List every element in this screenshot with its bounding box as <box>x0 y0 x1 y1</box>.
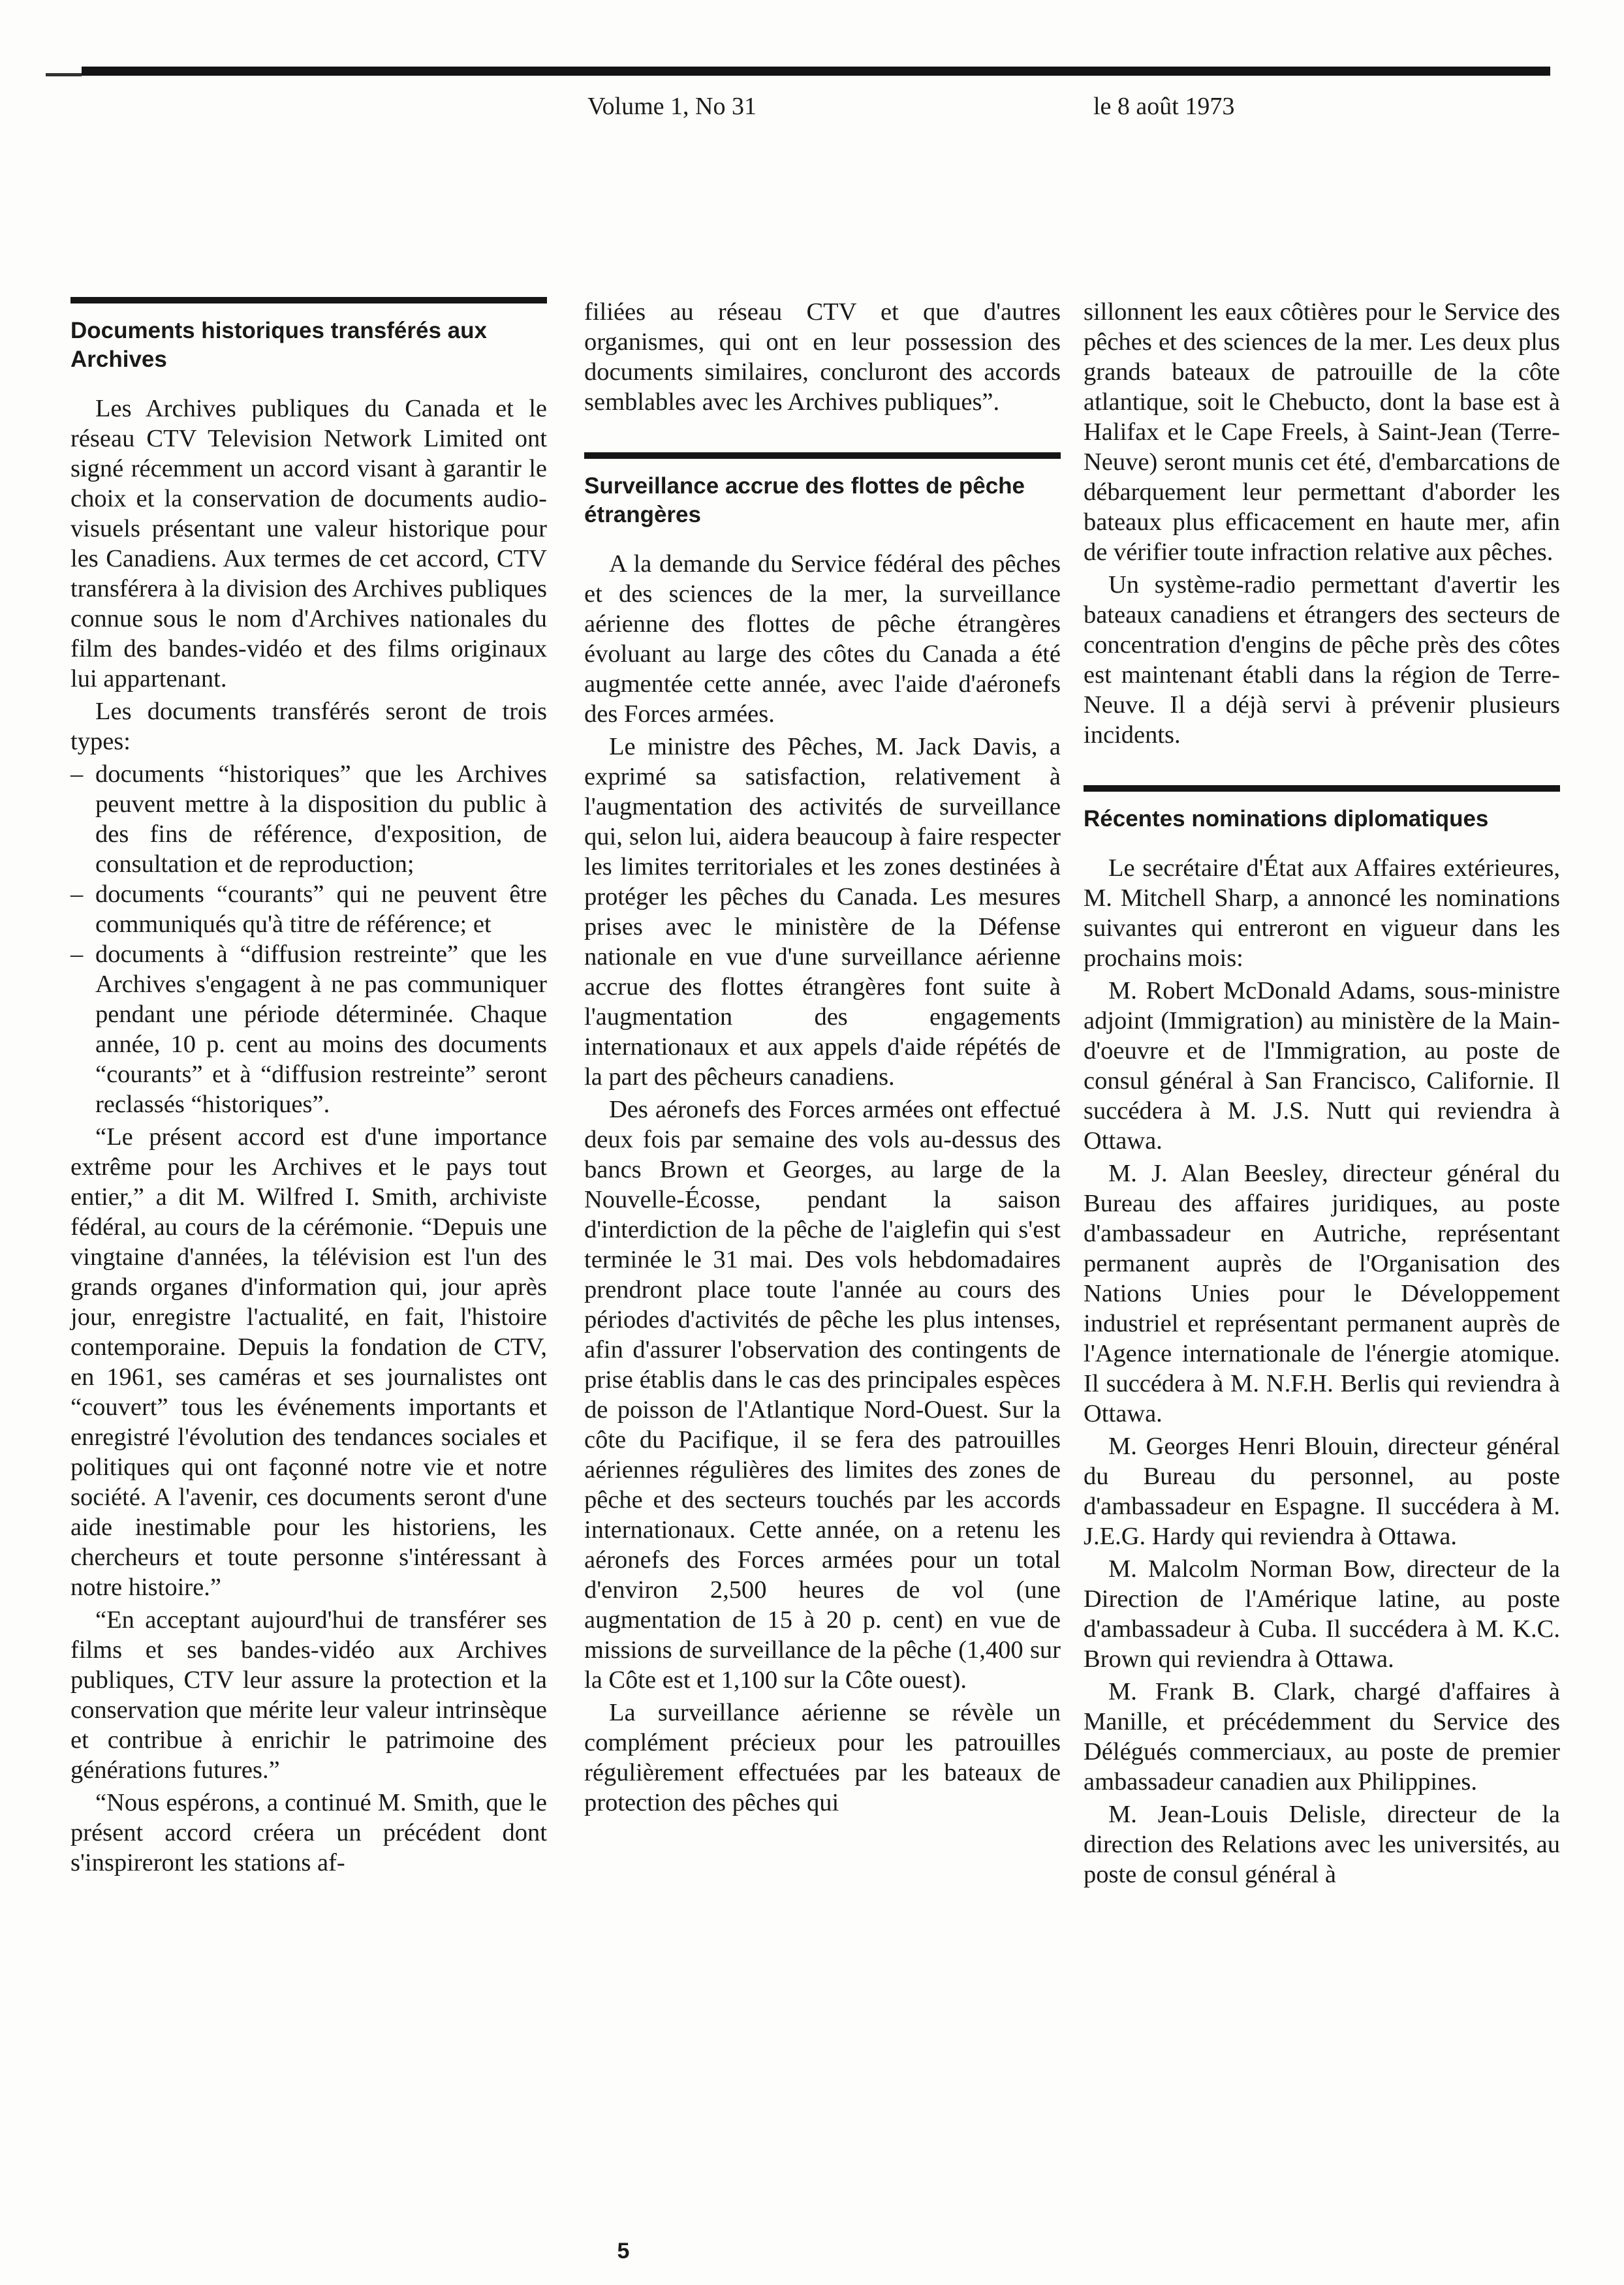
paragraph: M. Robert McDonald Adams, sous-ministre adjoint (Immigration) au ministère de la Main-d'oeuvre et de l'Immigration, au poste de consul général à San Francisco, Californie. Il succédera à M. J.S. Nutt qui reviendra à Ottawa. <box>1084 977 1560 1155</box>
paragraph: Le ministre des Pêches, M. Jack Davis, a exprimé sa satisfaction, relativement à l'augmentation des activités de surveillance qui, selon lui, aidera beaucoup à faire respecter les limites territoriales et les zones destinées à protéger les pêches du Canada. Les mesures prises avec le ministère de la Défense nationale en vue d'une surveillance aérienne accrue des flottes étrangères font suite à l'augmentation des engagements internationaux et aux appels d'aide répétés de la part des pêcheurs canadiens. <box>584 733 1061 1091</box>
paragraph: La surveillance aérienne se révèle un complément précieux pour les patrouilles régulièrement effectuées par les bateaux de protection des pêches qui <box>584 1699 1061 1816</box>
paragraph: Des aéronefs des Forces armées ont effectué deux fois par semaine des vols au-dessus des bancs Brown et Georges, au large de la Nouvelle-Écosse, pendant la saison d'interdiction de la pêche de l'aiglefin qui s'est terminée le 31 mai. Des vols hebdomadaires prendront place toute l'année au cours des périodes d'activités de pêche les plus intenses, afin d'assurer l'observation des contingents de prise établis dans le cas des principales espèces de poisson de l'Atlantique Nord-Ouest. Sur la côte du Pacifique, il se fera des patrouilles aériennes régulières des limites des zones de pêche et des secteurs touchés par les accords internationaux. Cette année, on a retenu les aéronefs des Forces armées pour un total d'environ 2,500 heures de vol (une augmentation de 15 à 20 p. cent) en vue de missions de surveillance de la pêche (1,400 sur la Côte est et 1,100 sur la Côte ouest). <box>584 1096 1061 1694</box>
paragraph: Un système-radio permettant d'avertir les bateaux canadiens et étrangers des secteurs de concentration d'engins de pêche près des côtes est maintenant établi dans la région de Terre-Neuve. Il a déjà servi à prévenir plusieurs incidents. <box>1084 571 1560 749</box>
list-item: – documents à “diffusion restreinte” que les Archives s'engagent à ne pas communiquer pendant une période déterminée. Chaque année, 10 p. cent au moins des documents “courants” et à “diffusion restreinte” seront reclassés “historiques”. <box>70 939 547 1119</box>
section-rule <box>70 297 547 303</box>
article-heading-archives: Documents historiques transférés aux Archives <box>70 318 487 372</box>
masthead-rule <box>82 67 1550 76</box>
article-heading-nominations: Récentes nominations diplomatiques <box>1084 806 1489 832</box>
paragraph: “Le présent accord est d'une importance extrême pour les Archives et le pays tout entier,” a dit M. Wilfred I. Smith, archiviste fédéral, au cours de la cérémonie. “Depuis une vingtaine d'années, la télévision est l'un des grands organes d'information qui, jour après jour, enregistre l'actualité, en fait, l'histoire contemporaine. Depuis la fondation de CTV, en 1961, ses caméras et ses journalistes ont “couvert” tous les événements importants et enregistré l'évolution des tendances sociales et politiques qui ont façonné notre vie et notre société. A l'avenir, ces documents seront d'une aide inestimable pour les historiens, les chercheurs et toute personne s'intéressant à notre histoire.” <box>70 1123 547 1601</box>
volume-number: Volume 1, No 31 <box>587 93 757 120</box>
paragraph-continuation: filiées au réseau CTV et que d'autres organismes, qui ont en leur possession des documents similaires, concluront des accords semblables avec les Archives publiques”. <box>584 298 1061 416</box>
column-3 <box>1084 297 1560 1892</box>
list-item: – documents “historiques” que les Archives peuvent mettre à la disposition du public à des fins de référence, d'exposition, de consultation et de reproduction; <box>70 759 547 879</box>
column-1 <box>70 297 547 1880</box>
column-2 <box>584 297 1061 1820</box>
paragraph: “Nous espérons, a continué M. Smith, que le présent accord créera un précédent dont s'inspireront les stations af- <box>70 1789 547 1876</box>
section-rule <box>584 452 1061 459</box>
paragraph: M. J. Alan Beesley, directeur général du Bureau des affaires juridiques, au poste d'ambassadeur en Autriche, représentant permanent auprès de l'Organisation des Nations Unies pour le Développement industriel et représentant permanent auprès de l'Agence internationale de l'énergie atomique. Il succédera à M. N.F.H. Berlis qui reviendra à Ottawa. <box>1084 1160 1560 1427</box>
paragraph: M. Malcolm Norman Bow, directeur de la Direction de l'Amérique latine, au poste d'ambassadeur à Cuba. Il succédera à M. K.C. Brown qui reviendra à Ottawa. <box>1084 1555 1560 1673</box>
paragraph: Les Archives publiques du Canada et le réseau CTV Television Network Limited ont signé récemment un accord visant à garantir le choix et la conservation de documents audio-visuels présentant une valeur historique pour les Canadiens. Aux termes de cet accord, CTV transférera à la division des Archives publiques connue sous le nom d'Archives nationales du film des bandes-vidéo et des films originaux lui appartenant. <box>70 395 547 692</box>
paragraph: A la demande du Service fédéral des pêches et des sciences de la mer, la surveillance aérienne des flottes de pêche étrangères évoluant au large des côtes du Canada a été augmentée cette année, avec l'aide d'aéronefs des Forces armées. <box>584 550 1061 728</box>
article-heading-surveillance: Surveillance accrue des flottes de pêche étrangères <box>584 473 1025 527</box>
margin-mark <box>46 73 82 76</box>
masthead <box>0 90 1624 129</box>
section-rule <box>1084 785 1560 792</box>
paragraph: Le secrétaire d'État aux Affaires extérieures, M. Mitchell Sharp, a annoncé les nominations suivantes qui entreront en vigueur dans les prochains mois: <box>1084 854 1560 972</box>
list-item: – documents “courants” qui ne peuvent être communiqués qu'à titre de référence; et <box>70 879 547 939</box>
paragraph-continuation: sillonnent les eaux côtières pour le Service des pêches et des sciences de la mer. Les deux plus grands bateaux de patrouille de la côte atlantique, soit le Chebucto, dont la base est à Halifax et le Cape Freels, à Saint-Jean (Terre-Neuve) seront munis cet été, d'embarcations de débarquement leur permettant d'aborder les bateaux plus efficacement en haute mer, afin de vérifier toute infraction relative aux pêches. <box>1084 298 1560 566</box>
document-types-list <box>70 759 547 1119</box>
paragraph: M. Frank B. Clark, chargé d'affaires à Manille, et précédemment du Service des Délégués commerciaux, au poste de premier ambassadeur canadien aux Philippines. <box>1084 1678 1560 1795</box>
paragraph: Les documents transférés seront de trois types: <box>70 698 547 755</box>
page-number: 5 <box>617 2239 630 2263</box>
paragraph: M. Georges Henri Blouin, directeur général du Bureau du personnel, au poste d'ambassadeur en Espagne. Il succédera à M. J.E.G. Hardy qui reviendra à Ottawa. <box>1084 1433 1560 1550</box>
paragraph: M. Jean-Louis Delisle, directeur de la direction des Relations avec les universités, au poste de consul général à <box>1084 1801 1560 1888</box>
issue-date: le 8 août 1973 <box>1093 93 1235 120</box>
paragraph: “En acceptant aujourd'hui de transférer ses films et ses bandes-vidéo aux Archives publiques, CTV leur assure la protection et la conservation que mérite leur valeur intrinsèque et contribue à enrichir le patrimoine des générations futures.” <box>70 1606 547 1784</box>
